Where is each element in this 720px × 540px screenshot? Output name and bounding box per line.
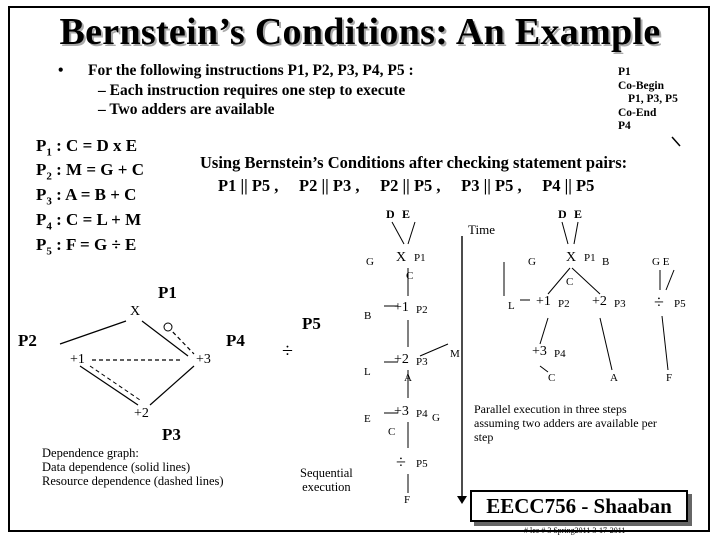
instruction-p2: $P_2$ : M = G + C <box>36 160 144 183</box>
seq-label-p5b: P5 <box>416 458 428 470</box>
par-input-e: E <box>574 207 583 221</box>
dep-caption-line: Dependence graph: <box>42 446 139 460</box>
instruction-p1: $P_1$ : C = D x E <box>36 136 138 159</box>
bullet-dot: • <box>58 62 64 79</box>
dep-node-x: X <box>130 304 141 319</box>
seq-out-c2: C <box>388 426 396 438</box>
seq-divider-icon: ÷ <box>282 340 293 362</box>
seq-caption-line: execution <box>302 480 351 494</box>
par-label-p4: P4 <box>554 348 566 360</box>
dep-label-p3: P3 <box>162 425 181 444</box>
par-op-x: X <box>566 250 577 265</box>
course-brand: EECC756 - Shaaban <box>470 490 688 522</box>
par-label-p5: P5 <box>674 298 686 310</box>
seq-op-plus2: +2 <box>394 352 409 367</box>
par-out-a: A <box>610 372 618 384</box>
seq-input-e: E <box>402 207 411 221</box>
code-line: P1, P3, P5 <box>628 93 678 105</box>
par-input-d: D <box>558 207 567 221</box>
dep-label-p2: P2 <box>18 331 37 350</box>
seq-label-p5: P5 <box>302 314 321 333</box>
seq-op-x: X <box>396 250 407 265</box>
pairs-heading: Using Bernstein’s Conditions after checking statement pairs: <box>200 153 628 172</box>
pairs-line: P1 || P5 , P2 || P3 , P2 || P5 , P3 || P5 , P4 || P5 <box>218 176 595 195</box>
seq-label-p4: P4 <box>416 408 428 420</box>
par-caption: Parallel execution in three steps assuming two adders are available per step <box>474 402 657 444</box>
seq-label-p1: P1 <box>414 252 426 264</box>
seq-out-f: F <box>404 494 411 506</box>
seq-label-p2: P2 <box>416 304 428 316</box>
instruction-p5: $P_5$ : F = G ÷ E <box>36 235 137 258</box>
seq-input-g2: G <box>432 412 440 424</box>
dep-caption <box>42 446 224 488</box>
par-divider-icon: ÷ <box>654 292 664 312</box>
seq-input-b: B <box>364 310 372 322</box>
seq-label-p3: P3 <box>416 356 428 368</box>
dep-caption-line: Data dependence (solid lines) <box>42 460 191 474</box>
par-label-p2: P2 <box>558 298 570 310</box>
par-op-plus3: +3 <box>532 344 547 359</box>
dep-node-plus3: +3 <box>196 352 211 367</box>
par-out-c2: C <box>548 372 556 384</box>
dep-node-plus2: +2 <box>134 406 149 421</box>
seq-op-plus1: +1 <box>394 300 409 315</box>
seq-input-l: L <box>364 366 371 378</box>
bullet-sub-2: – Two adders are available <box>98 101 275 118</box>
code-line: P4 <box>618 120 631 132</box>
par-out-f: F <box>666 372 673 384</box>
seq-out-m: M <box>450 348 460 360</box>
par-input-g: G <box>528 256 536 268</box>
code-line: Co-Begin <box>618 79 664 92</box>
dep-node-plus1: +1 <box>70 352 85 367</box>
bullet-sub-1: – Each instruction requires one step to execute <box>98 82 406 99</box>
instruction-p4: $P_4$ : C = L + M <box>36 210 142 233</box>
par-label-p1: P1 <box>584 252 596 264</box>
par-input-ge: G E <box>652 256 670 268</box>
seq-divider2-icon: ÷ <box>396 452 406 472</box>
seq-caption <box>300 466 353 494</box>
slide-title: Bernstein’s Conditions: An Example <box>59 11 661 53</box>
seq-caption-line: Sequential <box>300 466 353 480</box>
instruction-p3: $P_3$ : A = B + C <box>36 185 137 208</box>
seq-out-a: A <box>404 372 412 384</box>
code-line: Co-End <box>618 106 657 119</box>
seq-input-e2: E <box>364 413 371 425</box>
par-label-p3: P3 <box>614 298 626 310</box>
code-line: P1 <box>618 66 631 78</box>
dep-label-p1: P1 <box>158 283 177 302</box>
bullet-main: For the following instructions P1, P2, P3, P4, P5 : <box>88 62 414 79</box>
dep-label-p4: P4 <box>226 331 245 350</box>
par-op-plus1: +1 <box>536 294 551 309</box>
par-op-plus2: +2 <box>592 294 607 309</box>
par-out-c: C <box>566 276 574 288</box>
seq-input-g: G <box>366 256 374 268</box>
seq-out-c1: C <box>406 270 414 282</box>
seq-input-d: D <box>386 207 395 221</box>
par-input-l: L <box>508 300 515 312</box>
slide-footer: # lec # 3 Spring2011 3-17-2011 <box>524 526 626 535</box>
par-input-b: B <box>602 256 610 268</box>
seq-op-plus3: +3 <box>394 404 409 419</box>
time-label: Time <box>468 222 495 237</box>
dep-caption-line: Resource dependence (dashed lines) <box>42 474 224 488</box>
